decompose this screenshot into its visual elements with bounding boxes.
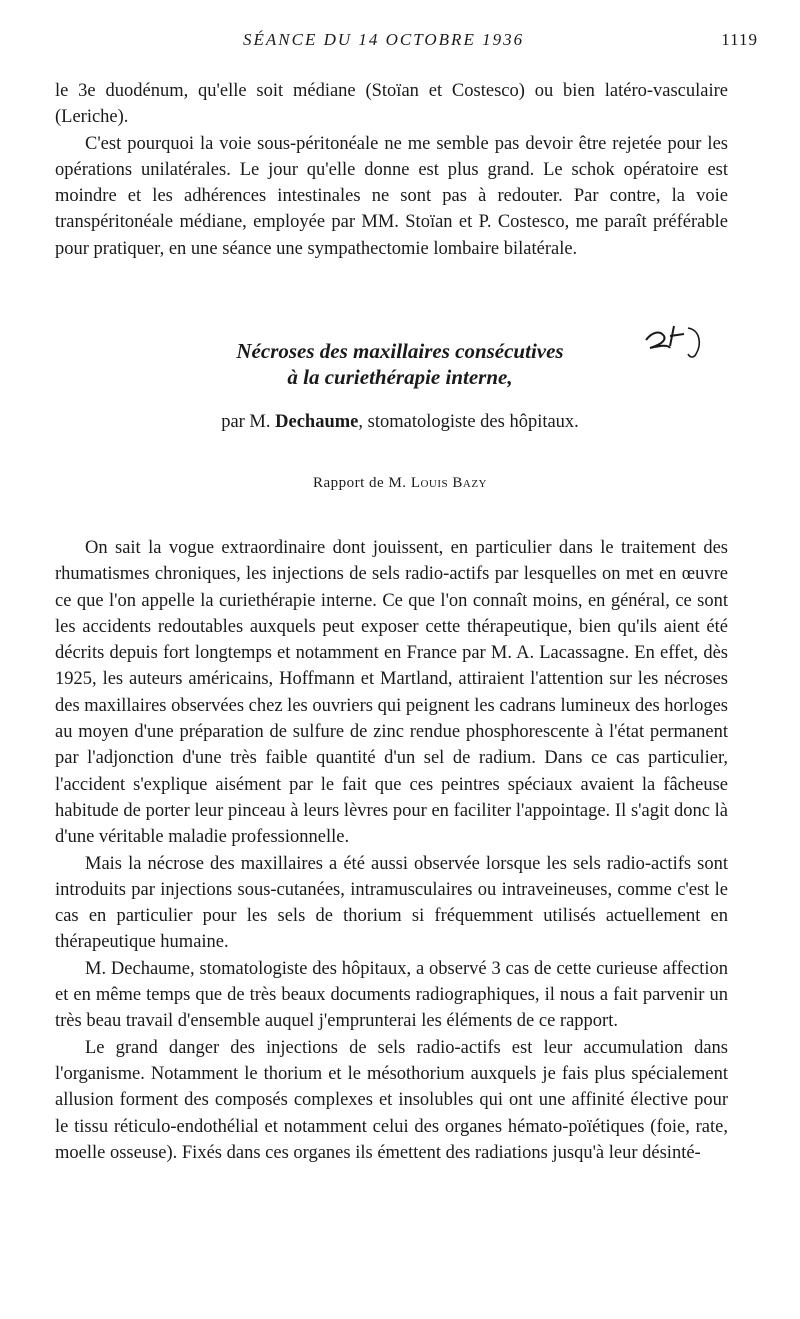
paragraph: C'est pourquoi la voie sous-péritonéale ne me semble pas devoir être rejetée pour les opérations unilatérales. Le jour qu'elle donne est plus grand. Le schok opératoire est moindre et les adhérences intestinales ne sont pas à redouter. Par contre, la voie transpéritonéale médiane, employée par MM. Stoïan et P. Costesco, me paraît préférable pour pratiquer, en une séance une sympathectomie lombaire bilatérale.: [55, 133, 728, 259]
byline: [0, 412, 800, 433]
report-prefix: Rapport de M.: [312, 475, 407, 491]
paragraph: Mais la nécrose des maxillaires a été aussi observée lorsque les sels radio-actifs sont introduits par injections sous-cutanées, intramusculaires ou intraveineuses, comme c'est le cas en particulier pour les sels de thorium si fréquemment utilisés actuellement en thérapeutique humaine.: [55, 853, 728, 953]
page-number: 1119: [721, 30, 758, 49]
previous-article-ending: [55, 78, 728, 262]
report-author: Louis Bazy: [410, 475, 488, 491]
running-title: SÉANCE DU 14 OCTOBRE 1936: [243, 30, 525, 49]
article-title-line-2: à la curiethérapie interne,: [287, 365, 513, 389]
running-head: [0, 30, 800, 54]
paragraph: Le grand danger des injections de sels radio-actifs est leur accumulation dans l'organisme. Notamment le thorium et le mésothorium auxquels je fais plus spécialement allusion forment des composés complexes et insolubles qui ont une affinité élective pour le tissu réticulo-endothélial et notamment celui des organes hémato-poïétiques (foie, rate, moelle osseuse). Fixés dans ces organes ils émettent des radiations jusqu'à leur désinté-: [55, 1037, 728, 1163]
paragraph: M. Dechaume, stomatologiste des hôpitaux, a observé 3 cas de cette curieuse affection et en même temps que de très beaux documents radiographiques, il nous a fait parvenir un très beau travail d'ensemble auquel j'emprunterai les éléments de ce rapport.: [55, 958, 728, 1032]
article-body: [55, 535, 728, 1166]
paragraph: On sait la vogue extraordinaire dont jouissent, en particulier dans le traitement des rhumatismes chroniques, les injections de sels radio-actifs par lesquelles on met en œuvre ce que l'on appelle la curiethérapie interne. Ce que l'on connaît moins, en général, ce sont les accidents redoutables auxquels peut exposer cette thérapeutique, bien qu'ils aient été décrits depuis fort longtemps et notamment en France par M. A. Lacassagne. En effet, dès 1925, les auteurs américains, Hoffmann et Martland, attiraient l'attention sur les nécroses des maxillaires observées chez les ouvriers qui peignent les cadrans lumineux des horloges au moyen d'une préparation de sulfure de zinc rendue phosphorescente à l'état permanent par l'adjonction d'une très faible quantité d'un sel de radium. Dans ce cas particulier, l'accident s'explique aisément par le fait que ces peintres spéciaux avaient la fâcheuse habitude de porter leur pinceau à leurs lèvres pour en faciliter l'appointage. Il s'agit donc là d'une véritable maladie professionnelle.: [55, 538, 728, 848]
paragraph: le 3e duodénum, qu'elle soit médiane (Stoïan et Costesco) ou bien latéro-vasculaire (Leriche).: [55, 81, 728, 128]
report-line: [0, 475, 800, 492]
article-title: [0, 338, 800, 390]
article-title-line-1: Nécroses des maxillaires consécutives: [236, 339, 564, 363]
byline-suffix: , stomatologiste des hôpitaux.: [358, 412, 579, 432]
byline-prefix: par M.: [221, 412, 271, 432]
author-name: Dechaume: [275, 412, 359, 432]
